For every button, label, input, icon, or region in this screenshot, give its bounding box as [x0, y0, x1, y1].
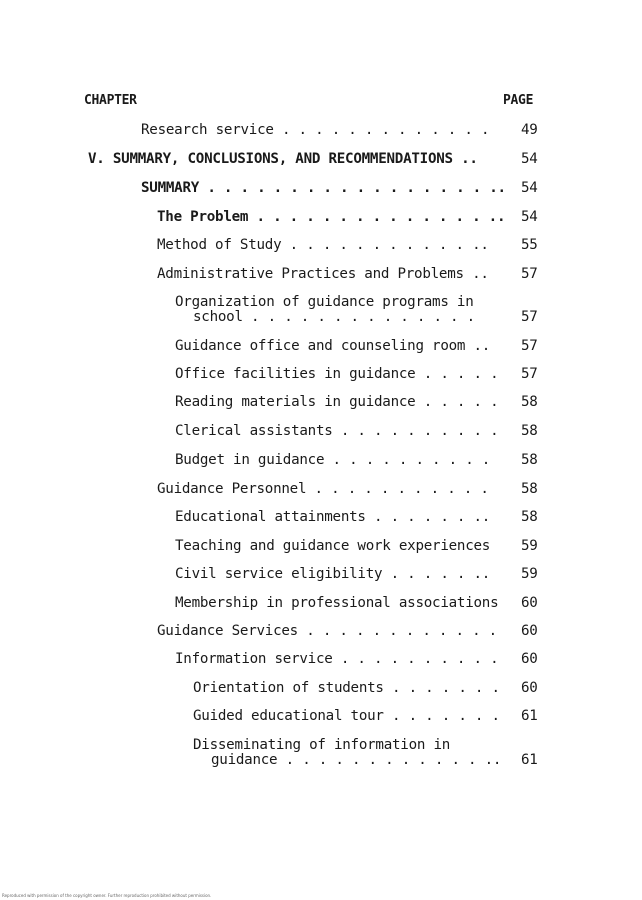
toc-entry-disseminating-line1: Disseminating of information in: [193, 737, 451, 753]
toc-entry-teaching-experiences: Teaching and guidance work experiences: [175, 538, 491, 554]
toc-page-number: 58: [521, 452, 538, 468]
chapter-header: CHAPTER: [84, 93, 137, 108]
toc-page-number: 60: [521, 651, 538, 667]
toc-page-number: 57: [521, 338, 538, 354]
reproduction-footer: Reproduced with permission of the copyright owner. Further reproduction prohibited without permission.: [2, 893, 212, 898]
toc-entry-guidance-services: Guidance Services . . . . . . . . . . . .: [157, 623, 497, 639]
toc-entry-membership: Membership in professional associations: [175, 595, 499, 611]
toc-page-number: 61: [521, 708, 538, 724]
toc-page-number: 58: [521, 481, 538, 497]
page-header: PAGE: [503, 93, 534, 108]
toc-entry-the-problem: The Problem . . . . . . . . . . . . . . ..: [157, 209, 506, 225]
toc-entry-guided-tour: Guided educational tour . . . . . . .: [193, 708, 500, 724]
toc-entry-information-service: Information service . . . . . . . . . .: [175, 651, 499, 667]
toc-page-number: 54: [521, 209, 538, 225]
toc-page-number: 61: [521, 752, 538, 768]
toc-entry-method-of-study: Method of Study . . . . . . . . . . . ..: [157, 237, 489, 253]
toc-entry-office-facilities: Office facilities in guidance . . . . .: [175, 366, 499, 382]
toc-entry-disseminating-line2: guidance . . . . . . . . . . . . ..: [211, 752, 502, 768]
toc-page-number: 54: [521, 151, 538, 167]
toc-page-number: 60: [521, 680, 538, 696]
toc-entry-guidance-personnel: Guidance Personnel . . . . . . . . . . .: [157, 481, 489, 497]
toc-entry-guidance-office: Guidance office and counseling room ..: [175, 338, 491, 354]
toc-entry-orientation: Orientation of students . . . . . . .: [193, 680, 500, 696]
toc-page-number: 60: [521, 623, 538, 639]
toc-page-number: 57: [521, 309, 538, 325]
toc-page-number: 59: [521, 538, 538, 554]
toc-page-number: 58: [521, 509, 538, 525]
toc-entry-research-service: Research service . . . . . . . . . . . . .: [141, 122, 490, 138]
toc-page-number: 58: [521, 394, 538, 410]
toc-entry-chapter-v: V. SUMMARY, CONCLUSIONS, AND RECOMMENDATIONS ..: [88, 151, 478, 167]
toc-page-number: 60: [521, 595, 538, 611]
toc-page-number: 55: [521, 237, 538, 253]
toc-entry-budget: Budget in guidance . . . . . . . . . .: [175, 452, 491, 468]
toc-page-number: 54: [521, 180, 538, 196]
toc-page-number: 58: [521, 423, 538, 439]
toc-entry-organization-line2: school . . . . . . . . . . . . . .: [193, 309, 475, 325]
toc-page-number: 57: [521, 366, 538, 382]
toc-entry-administrative-practices: Administrative Practices and Problems ..: [157, 266, 489, 282]
toc-page-number: 49: [521, 122, 538, 138]
toc-page-number: 59: [521, 566, 538, 582]
toc-entry-clerical-assistants: Clerical assistants . . . . . . . . . .: [175, 423, 499, 439]
toc-entry-civil-service: Civil service eligibility . . . . . ..: [175, 566, 491, 582]
toc-entry-reading-materials: Reading materials in guidance . . . . .: [175, 394, 499, 410]
toc-entry-educational-attainments: Educational attainments . . . . . . ..: [175, 509, 491, 525]
toc-entry-summary: SUMMARY . . . . . . . . . . . . . . . . . ..: [141, 180, 506, 196]
toc-page-number: 57: [521, 266, 538, 282]
toc-entry-organization-line1: Organization of guidance programs in: [175, 294, 474, 310]
